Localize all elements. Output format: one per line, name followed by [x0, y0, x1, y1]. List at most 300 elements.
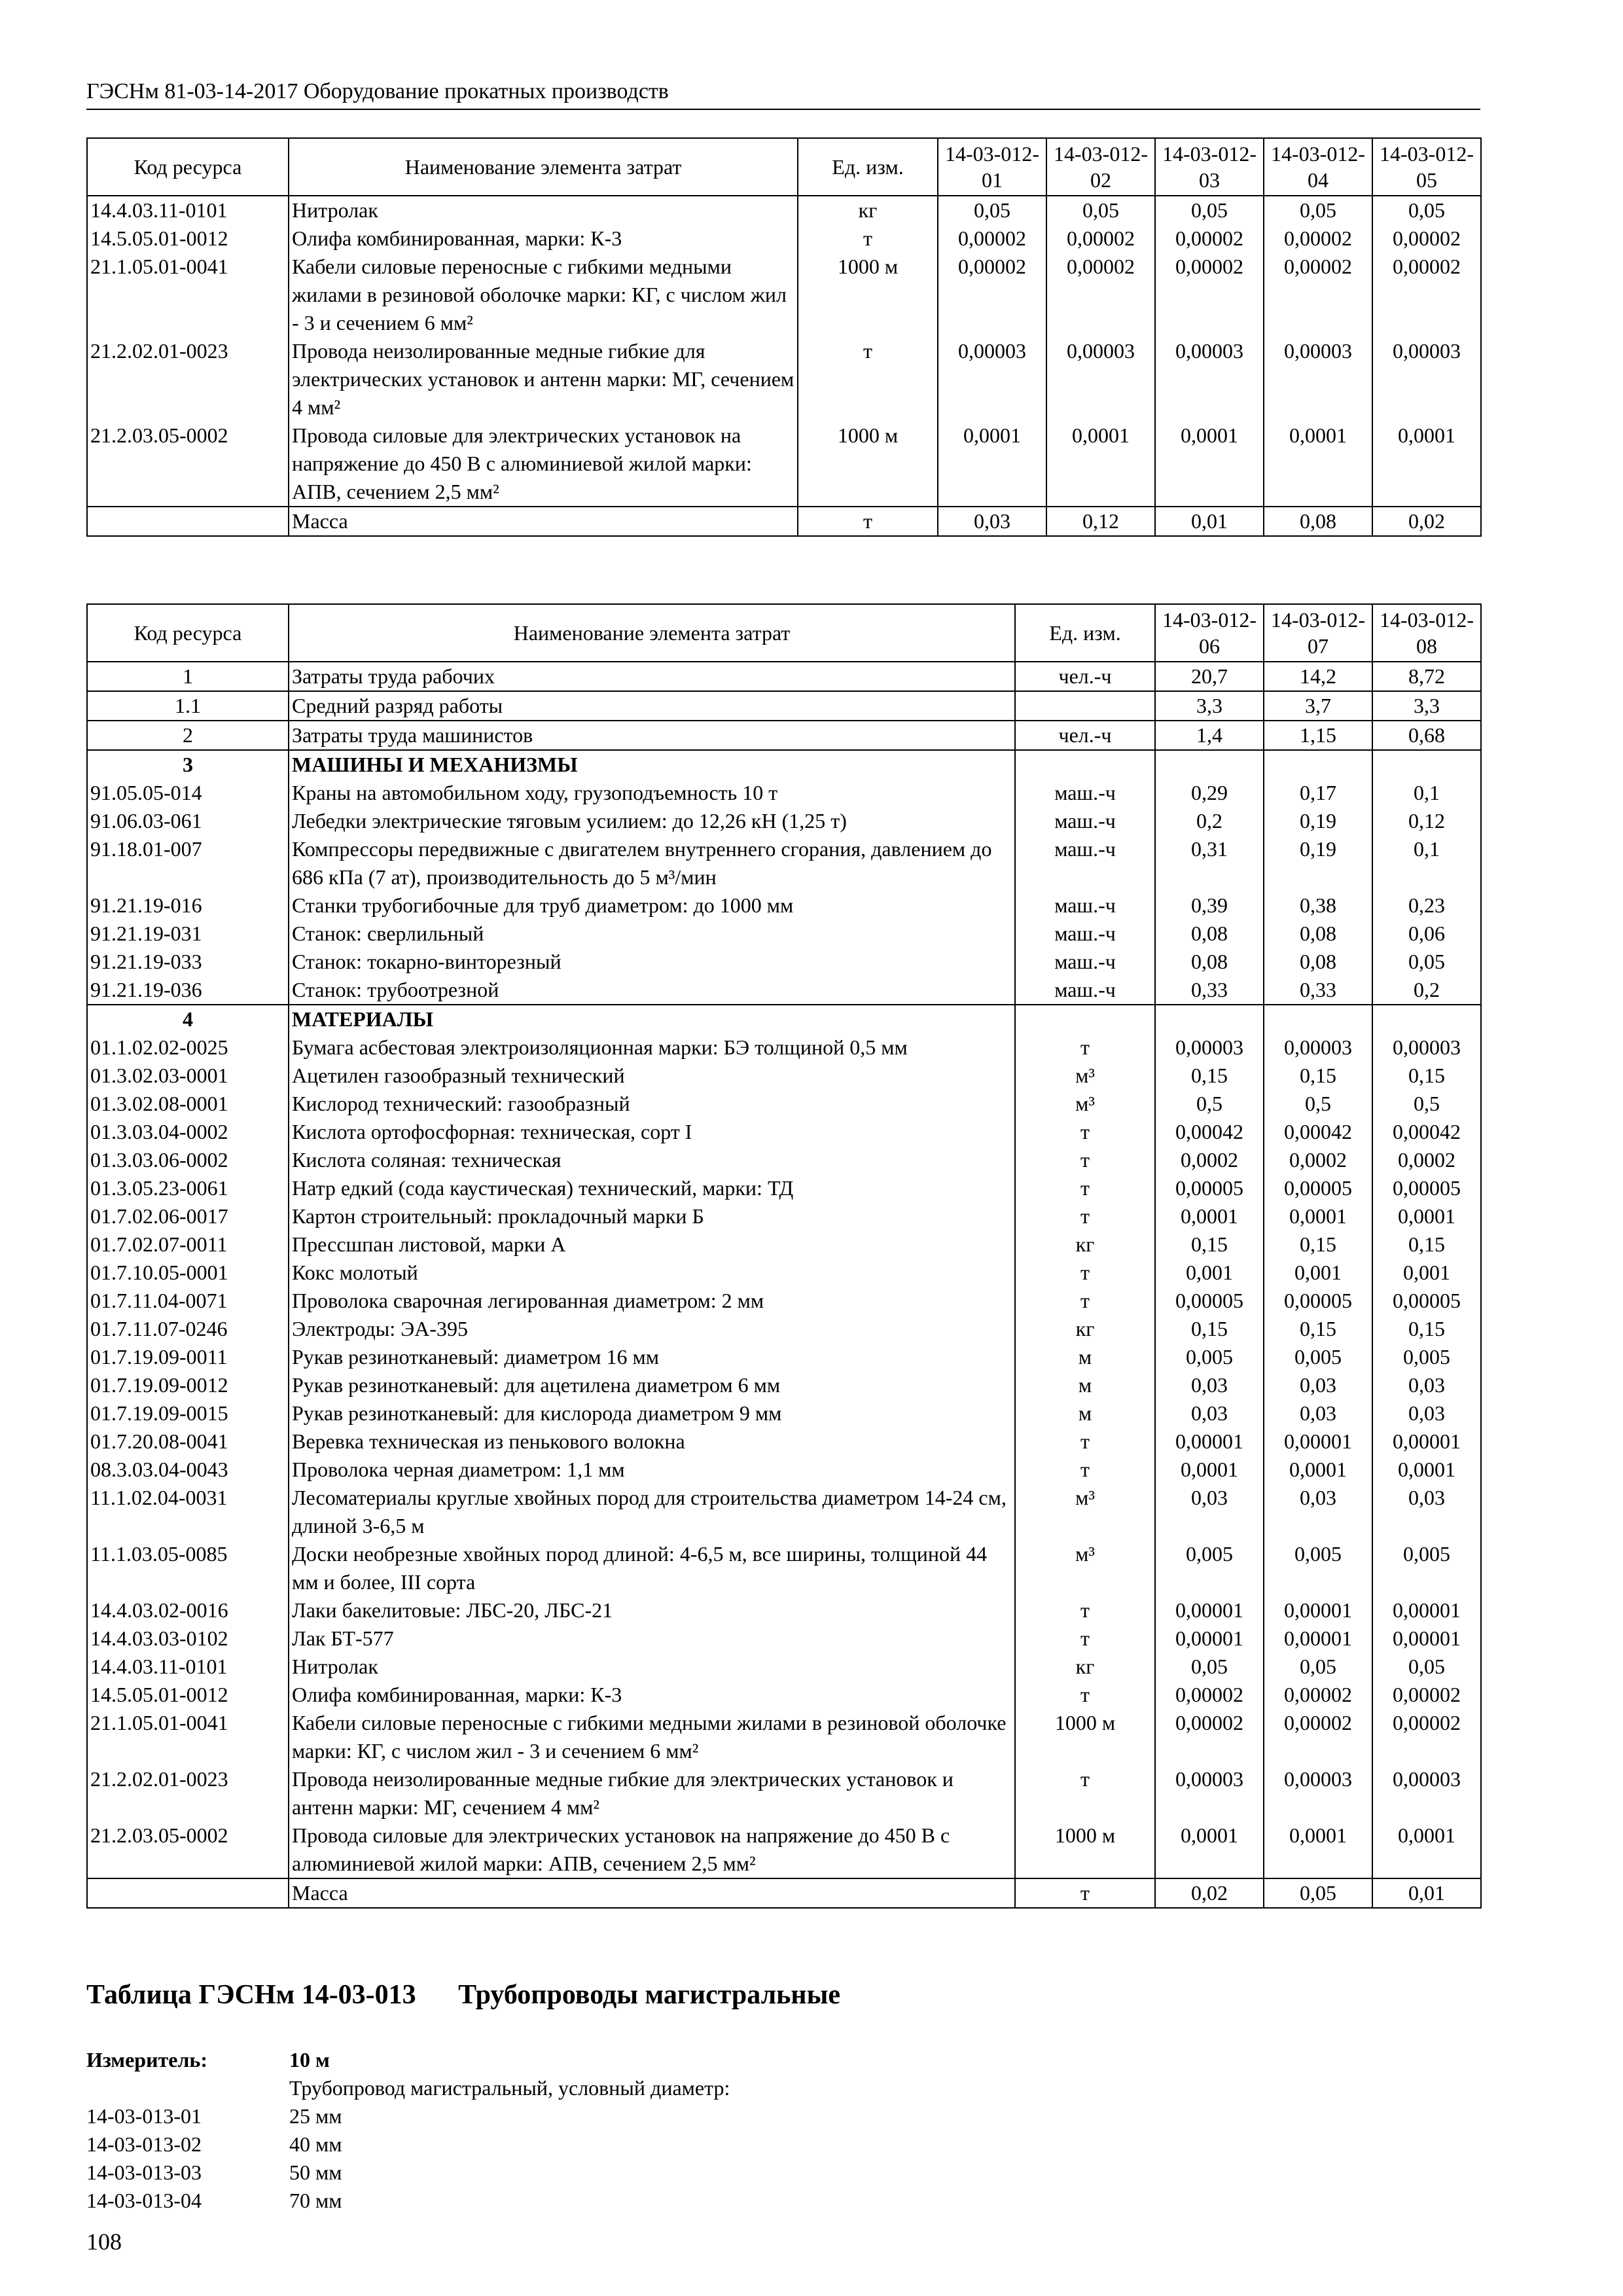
value-cell: 0,12: [1046, 507, 1155, 536]
resource-code-cell: 21.1.05.01-0041: [87, 253, 289, 337]
value-cell: 0,0001: [1046, 422, 1155, 507]
value-cell: 0,05: [1155, 196, 1264, 224]
table-row: [87, 835, 1481, 891]
unit-cell: 1000 м: [798, 253, 938, 337]
unit-cell: т: [1015, 1596, 1155, 1624]
item-code: 14-03-013-02: [86, 2132, 202, 2156]
value-cell: 0,00001: [1264, 1596, 1372, 1624]
resource-code-cell: 08.3.03.04-0043: [87, 1456, 289, 1484]
resource-name-cell: Масса: [289, 1878, 1015, 1908]
value-cell: 0,00002: [1264, 224, 1372, 253]
resource-code-cell: 01.3.05.23-0061: [87, 1174, 289, 1202]
value-cell: 0,15: [1372, 1230, 1481, 1259]
header-code: Код ресурса: [87, 138, 289, 196]
table-row: [87, 1118, 1481, 1146]
value-cell: 0,05: [1264, 1878, 1372, 1908]
value-cell: 0,00042: [1264, 1118, 1372, 1146]
table-row: [87, 507, 1481, 536]
header-name: Наименование элемента затрат: [289, 138, 798, 196]
meter-label: Измеритель:: [86, 2048, 207, 2072]
unit-cell: т: [1015, 1681, 1155, 1709]
unit-cell: т: [1015, 1202, 1155, 1230]
value-cell: [1264, 1005, 1372, 1033]
value-cell: 0,05: [1046, 196, 1155, 224]
value-cell: 0,0001: [1264, 1821, 1372, 1878]
resource-name-cell: Электроды: ЭА-395: [289, 1315, 1015, 1343]
table-row: [87, 196, 1481, 224]
value-cell: 0,33: [1264, 976, 1372, 1005]
resource-name-cell: Средний разряд работы: [289, 691, 1015, 721]
value-cell: 0,00042: [1155, 1118, 1264, 1146]
resource-code-cell: [87, 507, 289, 536]
value-cell: 0,08: [1155, 948, 1264, 976]
value-cell: 0,01: [1155, 507, 1264, 536]
unit-cell: м³: [1015, 1484, 1155, 1540]
value-cell: 0,00002: [1264, 1681, 1372, 1709]
value-cell: 0,005: [1155, 1540, 1264, 1596]
table-row: [87, 948, 1481, 976]
table-row: [87, 1146, 1481, 1174]
unit-cell: 1000 м: [1015, 1821, 1155, 1878]
value-cell: 0,0001: [1372, 1821, 1481, 1878]
value-cell: 0,0001: [1155, 422, 1264, 507]
value-cell: 0,00002: [1155, 224, 1264, 253]
table-row: [87, 1540, 1481, 1596]
unit-cell: маш.-ч: [1015, 976, 1155, 1005]
table-row: [87, 1456, 1481, 1484]
resource-code-cell: 01.3.02.08-0001: [87, 1090, 289, 1118]
unit-cell: м: [1015, 1399, 1155, 1427]
resource-code-cell: 01.7.20.08-0041: [87, 1427, 289, 1456]
value-cell: 1,15: [1264, 721, 1372, 750]
page-number: 108: [86, 2229, 122, 2255]
meter-row: [86, 2046, 730, 2074]
table-row: [87, 807, 1481, 835]
value-cell: 0,00001: [1372, 1596, 1481, 1624]
unit-cell: м: [1015, 1343, 1155, 1371]
value-cell: 0,03: [1264, 1399, 1372, 1427]
value-cell: 0,00003: [1372, 1033, 1481, 1062]
item-code: 14-03-013-01: [86, 2104, 202, 2128]
resource-name-cell: Олифа комбинированная, марки: К-3: [289, 224, 798, 253]
value-cell: 0,005: [1372, 1343, 1481, 1371]
value-cell: 3,3: [1372, 691, 1481, 721]
table-row: [87, 1878, 1481, 1908]
header-col: 14-03-012-07: [1264, 604, 1372, 662]
value-cell: 0,00003: [1264, 1765, 1372, 1821]
value-cell: 0,00003: [1372, 337, 1481, 422]
header-code: Код ресурса: [87, 604, 289, 662]
value-cell: 0,005: [1264, 1343, 1372, 1371]
table-row: [87, 891, 1481, 920]
value-cell: 0,05: [1372, 1653, 1481, 1681]
header-col: 14-03-012-08: [1372, 604, 1481, 662]
resource-name-cell: МАТЕРИАЛЫ: [289, 1005, 1015, 1033]
resource-name-cell: Натр едкий (сода каустическая) технический, марки: ТД: [289, 1174, 1015, 1202]
value-cell: 0,00003: [1155, 1765, 1264, 1821]
value-cell: 0,005: [1264, 1540, 1372, 1596]
resource-code-cell: 01.7.11.04-0071: [87, 1287, 289, 1315]
resource-name-cell: Доски необрезные хвойных пород длиной: 4-6,5 м, все ширины, толщиной 44 мм и более, III сорта: [289, 1540, 1015, 1596]
resource-code-cell: 14.4.03.02-0016: [87, 1596, 289, 1624]
value-cell: 0,00003: [938, 337, 1046, 422]
unit-cell: т: [1015, 1146, 1155, 1174]
table-row: [87, 1681, 1481, 1709]
table-row: [87, 1062, 1481, 1090]
header-col: 14-03-012-04: [1264, 138, 1372, 196]
value-cell: 0,06: [1372, 920, 1481, 948]
value-cell: 0,00001: [1264, 1427, 1372, 1456]
value-cell: 0,00001: [1264, 1624, 1372, 1653]
resource-code-cell: 3: [87, 750, 289, 779]
value-cell: 0,15: [1155, 1315, 1264, 1343]
resource-code-cell: 91.06.03-061: [87, 807, 289, 835]
unit-cell: кг: [1015, 1653, 1155, 1681]
value-cell: 0,005: [1372, 1540, 1481, 1596]
unit-cell: т: [1015, 1118, 1155, 1146]
value-cell: 0,17: [1264, 779, 1372, 807]
value-cell: 0,15: [1264, 1315, 1372, 1343]
table-row: [87, 1821, 1481, 1878]
header-name: Наименование элемента затрат: [289, 604, 1015, 662]
resource-name-cell: Провода неизолированные медные гибкие для электрических установок и антенн марки: МГ, сечением 4 мм²: [289, 337, 798, 422]
section-table-code: Таблица ГЭСНм 14-03-013: [86, 1980, 416, 2010]
value-cell: 0,00003: [1155, 1033, 1264, 1062]
resource-code-cell: 01.7.02.06-0017: [87, 1202, 289, 1230]
resource-code-cell: 1.1: [87, 691, 289, 721]
value-cell: [1372, 1005, 1481, 1033]
resource-code-cell: 01.7.10.05-0001: [87, 1259, 289, 1287]
table-row: [87, 1259, 1481, 1287]
value-cell: 0,00002: [1155, 1709, 1264, 1765]
value-cell: 0,00005: [1264, 1174, 1372, 1202]
resource-name-cell: Провода неизолированные медные гибкие для электрических установок и антенн марки: МГ, сечением 4 мм²: [289, 1765, 1015, 1821]
value-cell: 0,00002: [1264, 253, 1372, 337]
value-cell: 0,31: [1155, 835, 1264, 891]
item-code: 14-03-013-04: [86, 2189, 202, 2212]
value-cell: 0,005: [1155, 1343, 1264, 1371]
value-cell: 0,19: [1264, 807, 1372, 835]
resource-name-cell: Кислота ортофосфорная: техническая, сорт I: [289, 1118, 1015, 1146]
resource-name-cell: Провода силовые для электрических установок на напряжение до 450 В с алюминиевой жилой марки: АПВ, сечением 2,5 мм²: [289, 422, 798, 507]
item-value: 50 мм: [289, 2161, 342, 2184]
value-cell: 0,0001: [1264, 422, 1372, 507]
value-cell: 0,00002: [1372, 1709, 1481, 1765]
value-cell: 0,0001: [1155, 1202, 1264, 1230]
resource-name-cell: Станок: трубоотрезной: [289, 976, 1015, 1005]
value-cell: 0,001: [1155, 1259, 1264, 1287]
resource-name-cell: Краны на автомобильном ходу, грузоподъемность 10 т: [289, 779, 1015, 807]
resource-code-cell: 14.4.03.11-0101: [87, 196, 289, 224]
unit-cell: т: [798, 507, 938, 536]
value-cell: 0,08: [1264, 948, 1372, 976]
value-cell: 0,08: [1264, 507, 1372, 536]
value-cell: 0,5: [1372, 1090, 1481, 1118]
value-cell: 0,02: [1372, 507, 1481, 536]
value-cell: [1264, 750, 1372, 779]
value-cell: 0,00042: [1372, 1118, 1481, 1146]
value-cell: 0,00001: [1155, 1624, 1264, 1653]
value-cell: 0,1: [1372, 835, 1481, 891]
value-cell: 3,3: [1155, 691, 1264, 721]
resource-table-012-06-08: [86, 603, 1482, 1909]
value-cell: 0,15: [1372, 1062, 1481, 1090]
unit-cell: [1015, 1005, 1155, 1033]
resource-code-cell: 21.2.02.01-0023: [87, 337, 289, 422]
value-cell: 0,0002: [1155, 1146, 1264, 1174]
unit-cell: [1015, 750, 1155, 779]
resource-name-cell: Провода силовые для электрических установок на напряжение до 450 В с алюминиевой жилой марки: АПВ, сечением 2,5 мм²: [289, 1821, 1015, 1878]
unit-cell: т: [1015, 1624, 1155, 1653]
table-row: [87, 662, 1481, 691]
unit-cell: м³: [1015, 1062, 1155, 1090]
unit-cell: маш.-ч: [1015, 807, 1155, 835]
unit-cell: т: [1015, 1174, 1155, 1202]
table-row: [87, 1653, 1481, 1681]
value-cell: 0,33: [1155, 976, 1264, 1005]
resource-name-cell: Прессшпан листовой, марки А: [289, 1230, 1015, 1259]
table-header-row: [87, 138, 1481, 196]
value-cell: 0,03: [1264, 1371, 1372, 1399]
meter-value: 10 м: [289, 2048, 330, 2072]
resource-code-cell: 01.7.02.07-0011: [87, 1230, 289, 1259]
header-unit: Ед. изм.: [1015, 604, 1155, 662]
table-row: [87, 422, 1481, 507]
meter-block: [86, 2046, 730, 2215]
table-row: [87, 1202, 1481, 1230]
value-cell: 0,00002: [938, 253, 1046, 337]
resource-name-cell: Рукав резинотканевый: для кислорода диаметром 9 мм: [289, 1399, 1015, 1427]
resource-name-cell: Лак БТ-577: [289, 1624, 1015, 1653]
value-cell: 0,00005: [1372, 1287, 1481, 1315]
resource-code-cell: 01.7.19.09-0015: [87, 1399, 289, 1427]
value-cell: 0,00003: [1372, 1765, 1481, 1821]
resource-name-cell: Нитролак: [289, 1653, 1015, 1681]
resource-code-cell: 01.7.19.09-0011: [87, 1343, 289, 1371]
value-cell: 0,00002: [938, 224, 1046, 253]
unit-cell: кг: [1015, 1230, 1155, 1259]
value-cell: 0,00002: [1372, 253, 1481, 337]
value-cell: 0,19: [1264, 835, 1372, 891]
value-cell: 0,00003: [1046, 337, 1155, 422]
header-col: 14-03-012-03: [1155, 138, 1264, 196]
value-cell: 3,7: [1264, 691, 1372, 721]
value-cell: 0,01: [1372, 1878, 1481, 1908]
value-cell: 0,02: [1155, 1878, 1264, 1908]
resource-code-cell: 14.4.03.03-0102: [87, 1624, 289, 1653]
value-cell: 0,03: [1155, 1371, 1264, 1399]
section-table-title: Трубопроводы магистральные: [458, 1980, 841, 2010]
value-cell: 0,2: [1155, 807, 1264, 835]
item-value: 25 мм: [289, 2104, 342, 2128]
table-row: [87, 224, 1481, 253]
value-cell: [1155, 750, 1264, 779]
resource-code-cell: 01.3.03.04-0002: [87, 1118, 289, 1146]
unit-cell: т: [1015, 1427, 1155, 1456]
value-cell: 0,0001: [938, 422, 1046, 507]
value-cell: 0,05: [1155, 1653, 1264, 1681]
value-cell: 0,001: [1264, 1259, 1372, 1287]
value-cell: 0,15: [1264, 1062, 1372, 1090]
resource-code-cell: 11.1.03.05-0085: [87, 1540, 289, 1596]
value-cell: 0,03: [1372, 1371, 1481, 1399]
value-cell: 0,5: [1264, 1090, 1372, 1118]
table-row: [87, 1230, 1481, 1259]
resource-name-cell: Кислота соляная: техническая: [289, 1146, 1015, 1174]
unit-cell: чел.-ч: [1015, 721, 1155, 750]
unit-cell: маш.-ч: [1015, 779, 1155, 807]
value-cell: 0,39: [1155, 891, 1264, 920]
value-cell: 0,0001: [1264, 1456, 1372, 1484]
value-cell: 0,0001: [1155, 1456, 1264, 1484]
table-row: [87, 1174, 1481, 1202]
value-cell: 0,2: [1372, 976, 1481, 1005]
value-cell: 0,0001: [1155, 1821, 1264, 1878]
value-cell: 1,4: [1155, 721, 1264, 750]
resource-code-cell: 1: [87, 662, 289, 691]
value-cell: 0,0001: [1372, 1456, 1481, 1484]
unit-cell: 1000 м: [798, 422, 938, 507]
page-header: [86, 77, 1480, 110]
value-cell: 0,00002: [1155, 253, 1264, 337]
resource-code-cell: 01.3.03.06-0002: [87, 1146, 289, 1174]
resource-name-cell: Лаки бакелитовые: ЛБС-20, ЛБС-21: [289, 1596, 1015, 1624]
resource-name-cell: Компрессоры передвижные с двигателем внутреннего сгорания, давлением до 686 кПа (7 ат), производительность до 5 м³/мин: [289, 835, 1015, 891]
list-item: [86, 2102, 730, 2130]
value-cell: 0,00002: [1264, 1709, 1372, 1765]
table-row: [87, 1765, 1481, 1821]
resource-code-cell: 01.7.19.09-0012: [87, 1371, 289, 1399]
table-row: [87, 1709, 1481, 1765]
resource-name-cell: Кабели силовые переносные с гибкими медными жилами в резиновой оболочке марки: КГ, с числом жил - 3 и сечением 6 мм²: [289, 253, 798, 337]
value-cell: 0,00001: [1155, 1427, 1264, 1456]
unit-cell: маш.-ч: [1015, 920, 1155, 948]
unit-cell: маш.-ч: [1015, 835, 1155, 891]
resource-code-cell: 11.1.02.04-0031: [87, 1484, 289, 1540]
resource-name-cell: Станки трубогибочные для труб диаметром: до 1000 мм: [289, 891, 1015, 920]
resource-code-cell: 4: [87, 1005, 289, 1033]
resource-code-cell: 21.2.03.05-0002: [87, 422, 289, 507]
resource-name-cell: Рукав резинотканевый: для ацетилена диаметром 6 мм: [289, 1371, 1015, 1399]
resource-name-cell: Нитролак: [289, 196, 798, 224]
value-cell: 0,15: [1155, 1230, 1264, 1259]
header-col: 14-03-012-02: [1046, 138, 1155, 196]
unit-cell: т: [1015, 1287, 1155, 1315]
value-cell: 0,0002: [1264, 1146, 1372, 1174]
table-row: [87, 920, 1481, 948]
table-row: [87, 1624, 1481, 1653]
list-item: [86, 2187, 730, 2215]
value-cell: 0,05: [1372, 948, 1481, 976]
value-cell: 0,00003: [1264, 1033, 1372, 1062]
value-cell: 0,5: [1155, 1090, 1264, 1118]
header-col: 14-03-012-05: [1372, 138, 1481, 196]
unit-cell: т: [798, 337, 938, 422]
value-cell: 0,00002: [1372, 224, 1481, 253]
value-cell: 0,38: [1264, 891, 1372, 920]
value-cell: 0,08: [1264, 920, 1372, 948]
resource-code-cell: 91.21.19-031: [87, 920, 289, 948]
value-cell: 0,03: [1155, 1484, 1264, 1540]
value-cell: 0,0001: [1372, 422, 1481, 507]
unit-cell: 1000 м: [1015, 1709, 1155, 1765]
value-cell: 0,05: [938, 196, 1046, 224]
value-cell: 0,00001: [1372, 1624, 1481, 1653]
resource-name-cell: Станок: токарно-винторезный: [289, 948, 1015, 976]
resource-code-cell: 91.21.19-016: [87, 891, 289, 920]
resource-name-cell: Рукав резинотканевый: диаметром 16 мм: [289, 1343, 1015, 1371]
unit-cell: кг: [798, 196, 938, 224]
value-cell: 0,0001: [1264, 1202, 1372, 1230]
unit-cell: м: [1015, 1371, 1155, 1399]
header-col: 14-03-012-06: [1155, 604, 1264, 662]
table-row: [87, 1399, 1481, 1427]
table-row: [87, 337, 1481, 422]
table-header-row: [87, 604, 1481, 662]
table-row: [87, 1427, 1481, 1456]
value-cell: 0,001: [1372, 1259, 1481, 1287]
value-cell: 0,15: [1264, 1230, 1372, 1259]
table-row: [87, 1033, 1481, 1062]
value-cell: 0,29: [1155, 779, 1264, 807]
resource-name-cell: Проволока черная диаметром: 1,1 мм: [289, 1456, 1015, 1484]
value-cell: 0,00002: [1372, 1681, 1481, 1709]
value-cell: 0,03: [1372, 1399, 1481, 1427]
resource-code-cell: 01.3.02.03-0001: [87, 1062, 289, 1090]
item-value: 70 мм: [289, 2189, 342, 2212]
resource-table-012-01-05: [86, 137, 1482, 537]
unit-cell: т: [1015, 1456, 1155, 1484]
resource-code-cell: 91.05.05-014: [87, 779, 289, 807]
value-cell: 0,08: [1155, 920, 1264, 948]
value-cell: 0,00003: [1155, 337, 1264, 422]
resource-name-cell: Олифа комбинированная, марки: К-3: [289, 1681, 1015, 1709]
resource-name-cell: Кислород технический: газообразный: [289, 1090, 1015, 1118]
unit-cell: т: [1015, 1878, 1155, 1908]
item-value: 40 мм: [289, 2132, 342, 2156]
table-row: [87, 1287, 1481, 1315]
resource-code-cell: 91.21.19-036: [87, 976, 289, 1005]
value-cell: 0,00002: [1155, 1681, 1264, 1709]
value-cell: 0,03: [938, 507, 1046, 536]
section-title: [86, 1979, 840, 2011]
meter-description: Трубопровод магистральный, условный диаметр:: [289, 2076, 730, 2100]
resource-code-cell: 21.2.02.01-0023: [87, 1765, 289, 1821]
value-cell: 0,03: [1264, 1484, 1372, 1540]
resource-code-cell: 91.21.19-033: [87, 948, 289, 976]
unit-cell: т: [1015, 1033, 1155, 1062]
unit-cell: чел.-ч: [1015, 662, 1155, 691]
value-cell: 0,00002: [1046, 224, 1155, 253]
value-cell: 0,1: [1372, 779, 1481, 807]
value-cell: 0,03: [1155, 1399, 1264, 1427]
table-row: [87, 1596, 1481, 1624]
unit-cell: т: [1015, 1259, 1155, 1287]
resource-code-cell: 91.18.01-007: [87, 835, 289, 891]
header-col: 14-03-012-01: [938, 138, 1046, 196]
resource-name-cell: Кокс молотый: [289, 1259, 1015, 1287]
value-cell: 0,03: [1372, 1484, 1481, 1540]
list-item: [86, 2130, 730, 2159]
value-cell: 0,00001: [1372, 1427, 1481, 1456]
resource-code-cell: 01.7.11.07-0246: [87, 1315, 289, 1343]
unit-cell: м³: [1015, 1090, 1155, 1118]
table-row: [87, 1315, 1481, 1343]
value-cell: 0,0002: [1372, 1146, 1481, 1174]
resource-code-cell: 14.4.03.11-0101: [87, 1653, 289, 1681]
value-cell: 0,12: [1372, 807, 1481, 835]
resource-code-cell: 2: [87, 721, 289, 750]
